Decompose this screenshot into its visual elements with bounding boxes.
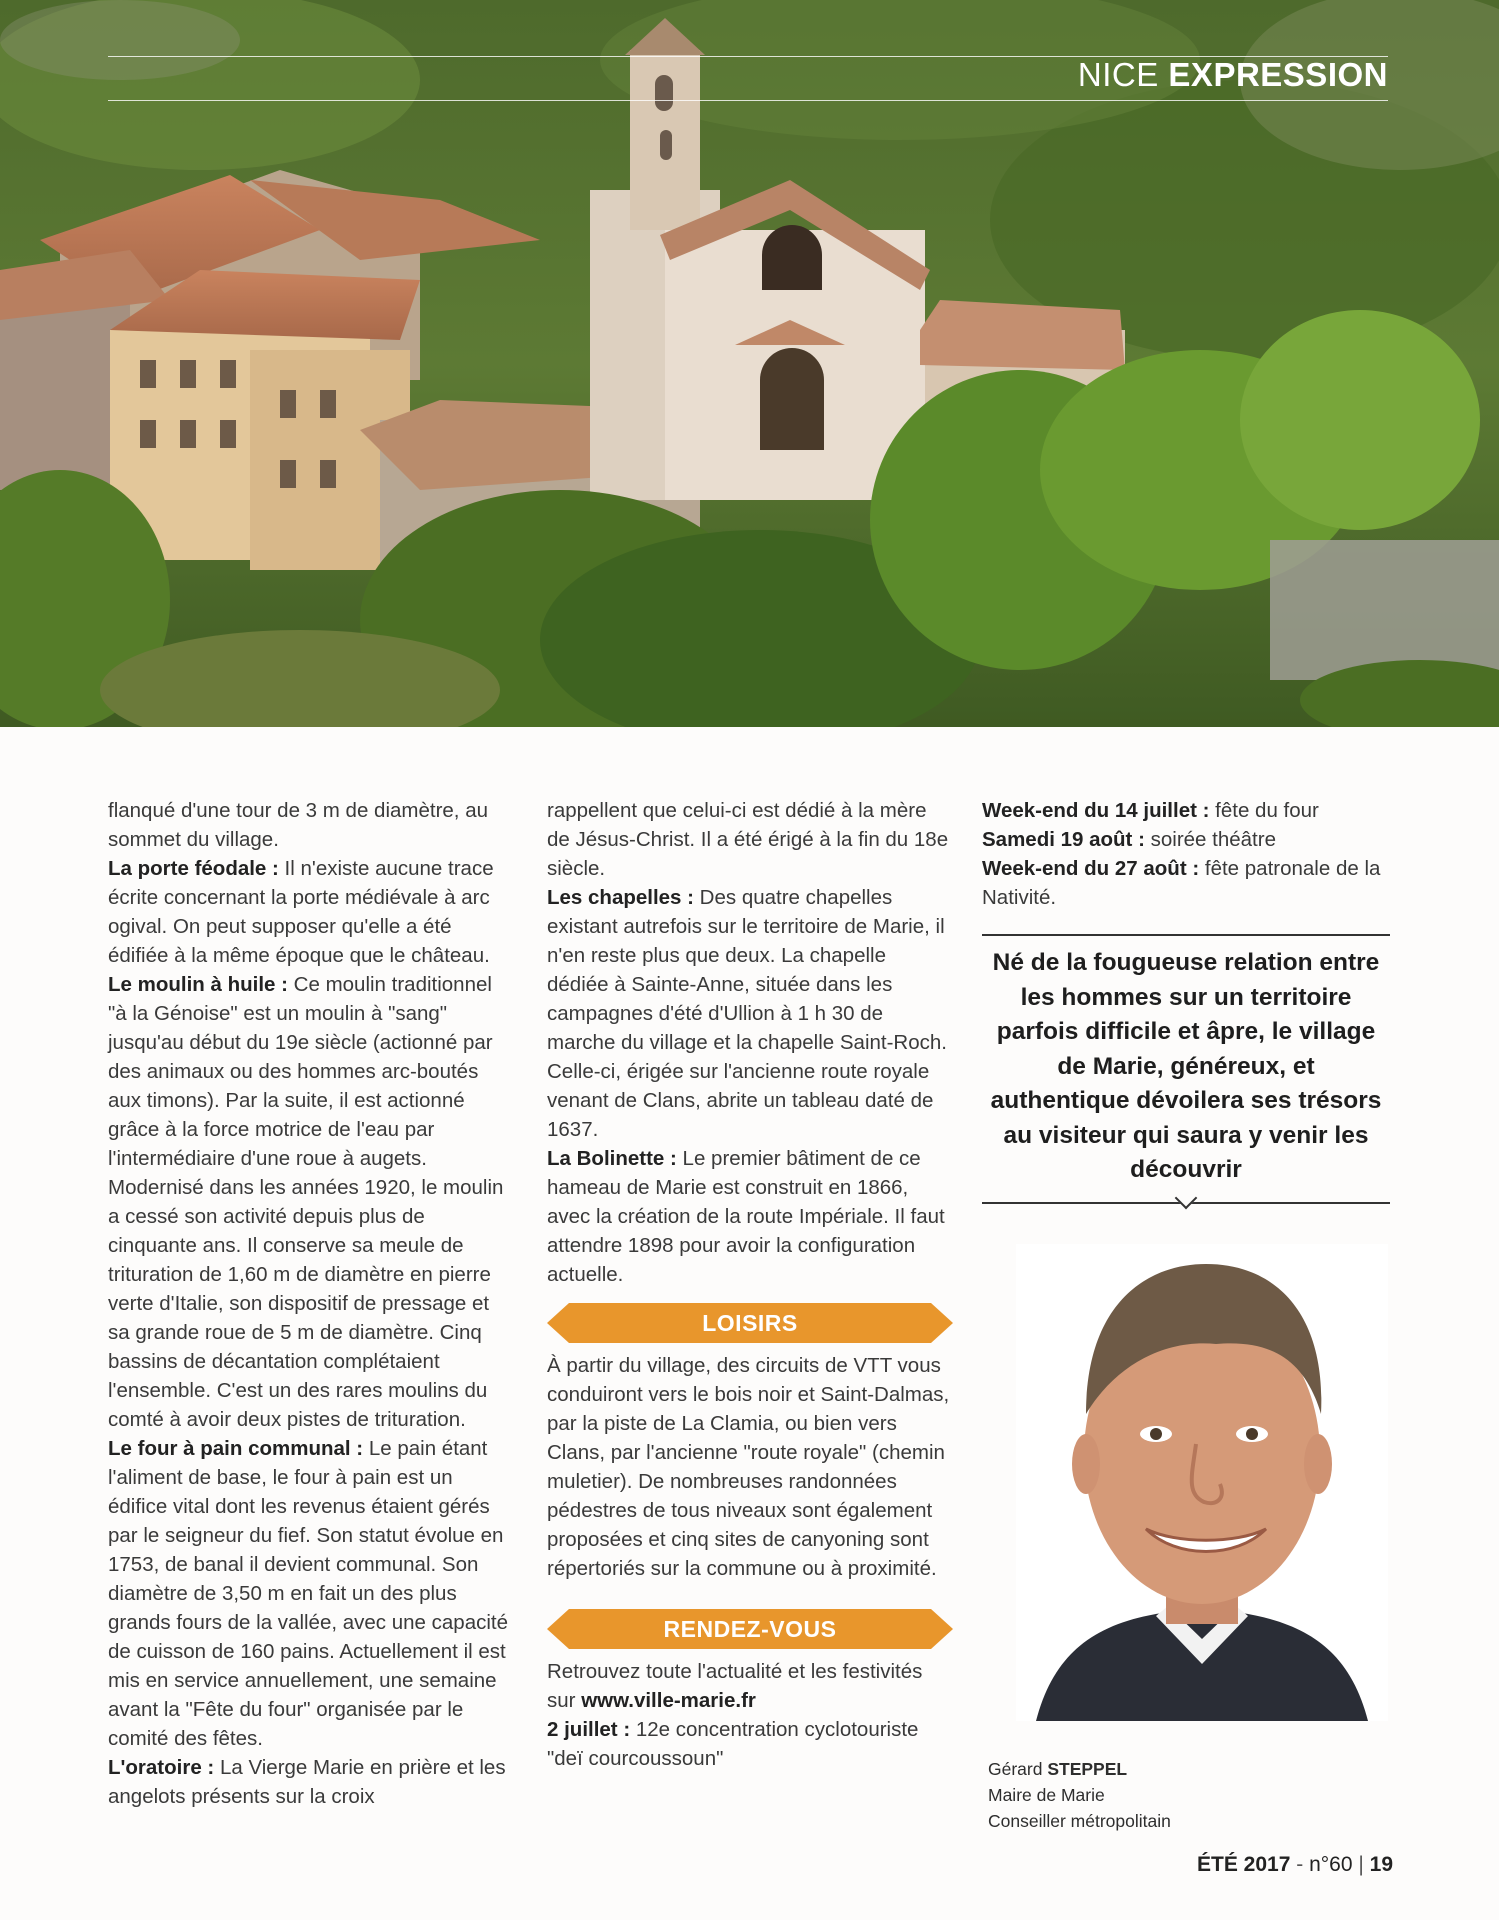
paragraph-porte — [108, 854, 514, 970]
paragraph-four — [108, 1434, 514, 1753]
event-text: fête patronale de la Nativité. — [982, 857, 1381, 909]
text-chapelles: Des quatre chapelles existant autrefois sur le territoire de Marie, il n'en reste plus que deux. La chapelle dédiée à Sainte-Anne, située dans les campagnes d'été d'Ullion à 1 h 30 de marche du village et la chapelle Saint-Roch. Celle-ci, érigée sur l'ancienne route royale venant de Clans, abrite un tableau daté de 1637. — [547, 886, 947, 1141]
heading-porte: La porte féodale : — [108, 857, 279, 880]
event-title: Week-end du 14 juillet : — [982, 799, 1210, 822]
village-photo — [0, 0, 1499, 727]
paragraph-bolinette — [547, 1144, 953, 1289]
brand-rule-bottom — [108, 100, 1388, 101]
footer-season: ÉTÉ 2017 — [1196, 1853, 1291, 1876]
footer-separator: | — [1358, 1853, 1370, 1876]
paragraph-oratoire — [108, 1753, 514, 1811]
portrait-illustration — [1016, 1244, 1388, 1721]
event-27-aout — [982, 854, 1390, 912]
text-four: Le pain étant l'aliment de base, le four à pain est un édifice vital dont les revenus étaient gérés par le seigneur du fief. Son statut évolue en 1753, de banal il devient communal. Son diamètre de 3,50 m en fait un des plus grands fours de la vallée, avec une capacité de cuisson de 160 pains. Actuellement il est mis en service annuellement, une semaine avant la "Fête du four" organisée par le comité des fêtes. — [108, 1437, 509, 1750]
heading-bolinette: La Bolinette : — [547, 1147, 677, 1170]
caption-role-2: Conseiller métropolitain — [988, 1811, 1171, 1831]
brand-expression: EXPRESSION — [1168, 56, 1388, 93]
intro-fragment: flanqué d'une tour de 3 m de diamètre, au sommet du village. — [108, 799, 489, 851]
text-moulin: Ce moulin traditionnel "à la Génoise" est un moulin à "sang" jusqu'au début du 19e siècle (actionné par des animaux ou des hommes arc-boutés aux timons). Par la suite, il est actionné grâce à la force motrice de l'eau par l'intermédiaire d'une roue à augets. Modernisé dans les années 1920, le moulin a cessé son activité depuis plus de cinquante ans. Il conserve sa meule de trituration de 1,60 m de diamètre en pierre verte d'Italie, son dispositif de pressage et sa grande roue de 5 m de diamètre. Cinq bassins de décantation complétaient l'ensemble. C'est un des rares moulins du comté à avoir deux pistes de trituration. — [108, 973, 504, 1431]
text-column-2 — [547, 796, 953, 1773]
paragraph-2-juillet — [547, 1715, 953, 1773]
portrait-caption — [988, 1756, 1171, 1834]
event-title: Week-end du 27 août : — [982, 857, 1200, 880]
page-footer — [1197, 1853, 1393, 1877]
loisirs-banner — [547, 1303, 953, 1343]
event-text: soirée théâtre — [1144, 828, 1276, 851]
oratoire-continued: rappellent que celui-ci est dédié à la mère de Jésus-Christ. Il a été érigé à la fin du 18e siècle. — [547, 799, 949, 880]
caption-role-1: Maire de Marie — [988, 1785, 1105, 1805]
paragraph-loisirs: À partir du village, des circuits de VTT vous conduiront vers le bois noir et Saint-Dalmas, par la piste de La Clamia, ou bien vers Clans, par l'ancienne "route royale" (chemin muletier). De nombreuses randonnées pédestres de tous niveaux sont également proposées et cinq sites de canyoning sont répertoriés sur la commune ou à proximité. — [547, 1354, 950, 1580]
caption-first-name: Gérard — [988, 1759, 1043, 1779]
pull-quote: Né de la fougueuse relation entre les hommes sur un territoire parfois difficile et âpre, le village de Marie, généreux, et authentique dévoilera ses trésors au visiteur qui saura y venir les découvrir — [990, 949, 1382, 1183]
paragraph-moulin — [108, 970, 514, 1434]
quote-rule-bottom — [982, 1192, 1390, 1212]
text-column-3 — [982, 796, 1390, 1212]
rendez-vous-banner — [547, 1609, 953, 1649]
text-bolinette: Le premier bâtiment de ce hameau de Marie est construit en 1866, avec la création de la route Impériale. Il faut attendre 1898 pour avoir la configuration actuelle. — [547, 1147, 945, 1286]
caption-name — [988, 1756, 1171, 1782]
text-column-1 — [108, 796, 514, 1811]
rendez-vous-label: RENDEZ-VOUS — [663, 1616, 837, 1642]
hero-photo — [0, 0, 1499, 727]
mayor-portrait — [1016, 1244, 1388, 1721]
heading-four: Le four à pain communal : — [108, 1437, 364, 1460]
event-19-aout — [982, 825, 1390, 854]
brand-nice: NICE — [1077, 56, 1159, 93]
caption-last-name: STEPPEL — [1047, 1759, 1128, 1779]
footer-dash: - — [1296, 1853, 1310, 1876]
website-link[interactable]: www.ville-marie.fr — [581, 1689, 756, 1712]
text-porte: Il n'existe aucune trace écrite concernant la porte médiévale à arc ogival. On peut supposer qu'elle a été édifiée à la même époque que le château. — [108, 857, 494, 967]
loisirs-label: LOISIRS — [702, 1310, 798, 1336]
text-rendez-vous: Retrouvez toute l'actualité et les festivités sur — [547, 1660, 923, 1712]
heading-chapelles: Les chapelles : — [547, 886, 694, 909]
heading-oratoire: L'oratoire : — [108, 1756, 215, 1779]
event-14-juillet — [982, 796, 1390, 825]
magazine-brand — [1078, 56, 1388, 94]
text-oratoire: La Vierge Marie en prière et les angelots présents sur la croix — [108, 1756, 506, 1808]
text-2-juillet: 12e concentration cyclotouriste "deï courcoussoun" — [547, 1718, 919, 1770]
footer-issue: n°60 — [1309, 1853, 1353, 1876]
event-title: Samedi 19 août : — [982, 828, 1145, 851]
paragraph-chapelles — [547, 883, 953, 1144]
heading-moulin: Le moulin à huile : — [108, 973, 288, 996]
paragraph-rendez-vous — [547, 1657, 953, 1715]
heading-2-juillet: 2 juillet : — [547, 1718, 631, 1741]
page-number: 19 — [1369, 1853, 1393, 1876]
event-text: fête du four — [1209, 799, 1319, 822]
